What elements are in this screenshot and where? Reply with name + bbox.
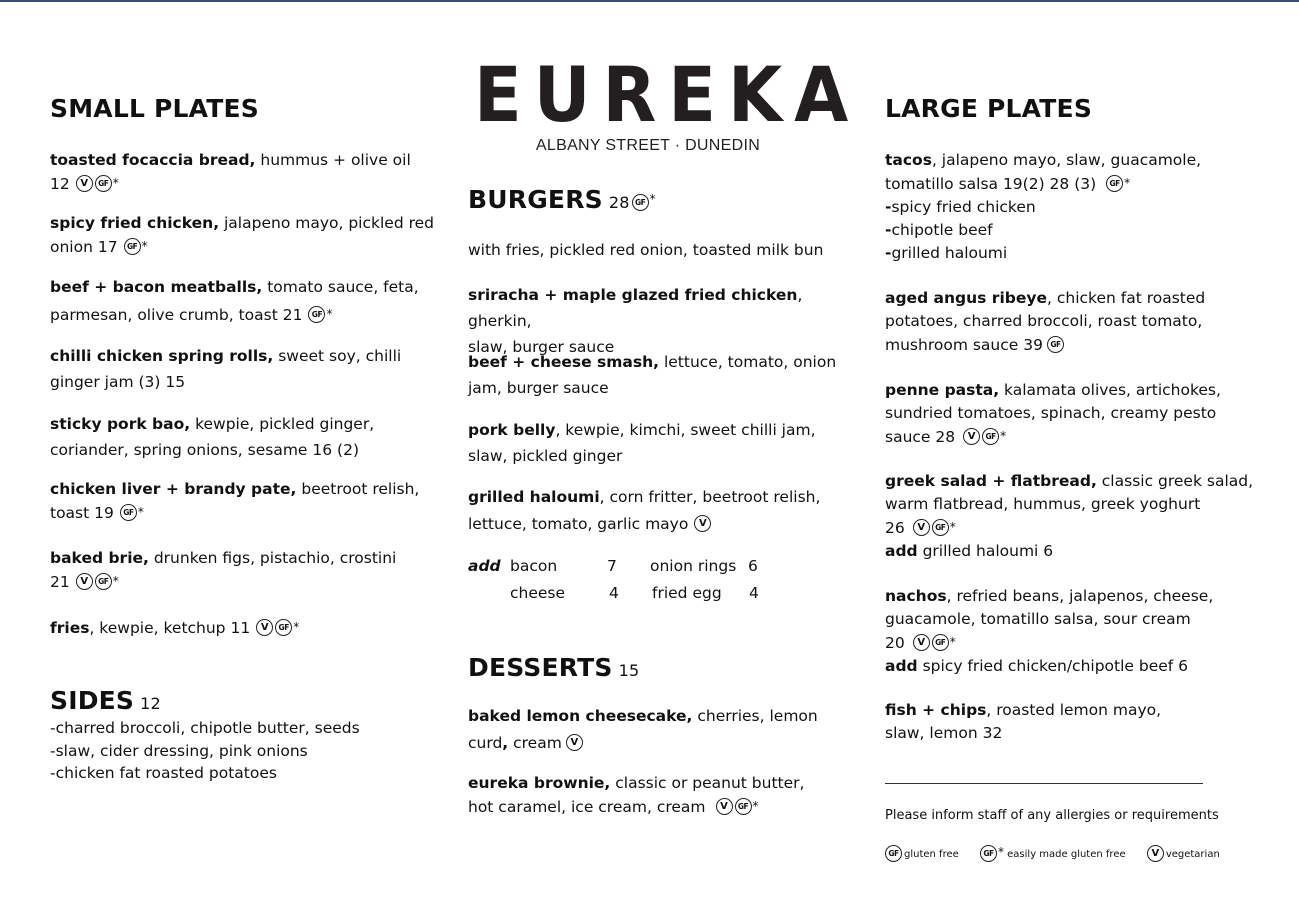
gluten-free-icon: GF — [932, 634, 949, 651]
side-item: -charred broccoli, chipotle butter, seeds — [50, 719, 360, 737]
item-desc-line2: warm flatbread, hummus, greek yoghurt — [885, 495, 1201, 513]
item-desc-line2: toast 19 — [50, 504, 114, 522]
item-name: baked lemon cheesecake, — [468, 707, 693, 725]
asterisk-icon: * — [141, 239, 148, 253]
item-name: aged angus ribeye — [885, 289, 1047, 307]
item-price: 21 — [50, 573, 70, 591]
item-desc-line3: mushroom sauce 39 — [885, 336, 1043, 354]
vegetarian-icon: V — [913, 634, 930, 651]
item-desc-line2: ginger jam (3) 15 — [50, 373, 186, 391]
sides-price: 12 — [140, 694, 161, 713]
item-name: chilli chicken spring rolls, — [50, 347, 274, 365]
item-name: pork belly — [468, 421, 556, 439]
dietary-badges — [1106, 172, 1130, 195]
item-desc: beetroot relish, — [296, 480, 420, 498]
asterisk-icon: * — [649, 192, 656, 206]
burgers-price — [609, 193, 656, 212]
item-desc: sweet soy, chilli — [273, 347, 402, 365]
dietary-badges — [76, 172, 119, 195]
dietary-badges — [566, 729, 585, 755]
side-item: -chicken fat roasted potatoes — [50, 764, 277, 782]
small-plate-item — [50, 478, 440, 525]
gluten-free-icon: GF — [120, 504, 137, 521]
gluten-free-icon: GF — [932, 519, 949, 536]
taco-option: -grilled haloumi — [885, 244, 1008, 262]
legend-vegetarian-text: vegetarian — [1165, 848, 1220, 860]
desserts-heading-text: DESSERTS — [468, 653, 613, 682]
item-desc: lettuce, tomato, onion — [659, 353, 837, 371]
burgers-intro — [468, 239, 848, 262]
addon-name: onion rings — [650, 557, 737, 575]
gluten-free-icon: GF — [735, 798, 752, 815]
dessert-item — [468, 703, 848, 756]
taco-option-text: chipotle beef — [891, 221, 993, 239]
item-name: eureka brownie, — [468, 774, 611, 792]
gluten-free-icon: GF — [980, 845, 997, 862]
item-desc-line2: sundried tomatoes, spinach, creamy pesto — [885, 404, 1217, 422]
addons-label: add — [468, 557, 501, 575]
vegetarian-icon: V — [76, 175, 93, 192]
dietary-badges — [716, 795, 759, 818]
item-name: fries — [50, 619, 90, 637]
gluten-free-icon: GF — [275, 619, 292, 636]
burger-item — [468, 484, 848, 537]
asterisk-icon: * — [293, 620, 300, 634]
item-desc-line2: slaw, lemon 32 — [885, 724, 1003, 742]
small-plate-item — [50, 343, 440, 395]
small-plate-item — [50, 616, 440, 640]
desserts-heading — [468, 653, 848, 682]
item-name: toasted focaccia bread, — [50, 151, 256, 169]
item-name: penne pasta, — [885, 381, 1000, 399]
asterisk-icon: * — [949, 635, 956, 649]
item-name: tacos — [885, 151, 932, 169]
item-name: chicken liver + brandy pate, — [50, 480, 297, 498]
legend-gluten-free — [885, 849, 959, 860]
desserts-section — [468, 653, 848, 682]
item-desc: , kewpie, ketchup 11 — [89, 619, 251, 637]
item-name: beef + bacon meatballs, — [50, 278, 263, 296]
eureka-logo — [474, 50, 861, 139]
asterisk-icon: * — [112, 574, 119, 588]
item-desc-line2: coriander, spring onions, sesame 16 (2) — [50, 441, 359, 459]
burgers-section — [468, 185, 848, 214]
gluten-free-icon: GF — [885, 845, 902, 862]
large-plates-section — [885, 94, 1265, 123]
dietary-badges — [76, 570, 119, 593]
taco-option: -chipotle beef — [885, 221, 993, 239]
dietary-badges — [256, 616, 299, 639]
item-desc-line2: jam, burger sauce — [468, 379, 609, 397]
item-desc: , gherkin, — [468, 286, 803, 330]
taco-option: -spicy fried chicken — [885, 198, 1036, 216]
large-plate-item — [885, 287, 1275, 357]
addon-price: 4 — [609, 584, 619, 602]
asterisk-icon: * — [997, 845, 1004, 859]
taco-option-text: spicy fried chicken — [891, 198, 1036, 216]
item-desc-line2: guacamole, tomatillo salsa, sour cream — [885, 610, 1191, 628]
item-desc-line2: tomatillo salsa 19(2) 28 (3) — [885, 175, 1097, 193]
allergy-note: Please inform staff of any allergies or requirements — [885, 808, 1219, 823]
vegetarian-icon: V — [256, 619, 273, 636]
small-plates-heading: SMALL PLATES — [50, 94, 259, 123]
addon-name: bacon — [510, 557, 558, 575]
addon-price: 4 — [749, 584, 759, 602]
sides-heading-text: SIDES — [50, 686, 135, 715]
gluten-free-icon: GF — [1106, 175, 1123, 192]
sides-section — [50, 686, 440, 785]
footer-divider — [885, 783, 1203, 784]
item-desc-line2: slaw, pickled ginger — [468, 447, 623, 465]
gluten-free-icon: GF — [632, 194, 649, 211]
item-name: sticky pork bao, — [50, 415, 191, 433]
vegetarian-icon: V — [963, 428, 980, 445]
item-name: grilled haloumi — [468, 488, 600, 506]
side-item: -slaw, cider dressing, pink onions — [50, 741, 308, 760]
item-desc: , corn fritter, beetroot relish, — [599, 488, 821, 506]
asterisk-icon: * — [752, 799, 759, 813]
dietary-badges — [913, 516, 956, 539]
brand-name: EUREKA — [474, 50, 861, 139]
item-name: greek salad + flatbread, — [885, 472, 1097, 490]
vegetarian-icon: V — [716, 798, 733, 815]
asterisk-icon: * — [137, 505, 144, 519]
vegetarian-icon: V — [76, 573, 93, 590]
vegetarian-icon: V — [913, 519, 930, 536]
item-desc: , kewpie, kimchi, sweet chilli jam, — [555, 421, 816, 439]
addon-name: cheese — [510, 584, 566, 602]
item-desc: cherries, lemon — [692, 707, 818, 725]
gluten-free-icon: GF — [95, 573, 112, 590]
asterisk-icon: * — [949, 520, 956, 534]
add-text: spicy fried chicken/chipotle beef 6 — [917, 657, 1189, 675]
vegetarian-icon: V — [694, 515, 711, 532]
addon-price: 7 — [607, 557, 617, 575]
item-desc: classic or peanut butter, — [610, 774, 805, 792]
large-plate-item — [885, 379, 1275, 449]
top-border-line — [0, 0, 1299, 2]
item-price: 26 — [885, 519, 905, 537]
vegetarian-icon: V — [1147, 845, 1164, 862]
add-label: add — [885, 657, 918, 675]
brand-tagline: ALBANY STREET · DUNEDIN — [535, 137, 761, 154]
small-plate-item — [50, 411, 440, 463]
sides-heading — [50, 686, 440, 715]
large-plate-item — [885, 585, 1275, 678]
item-price: 12 — [50, 175, 70, 193]
add-label: add — [885, 542, 918, 560]
desserts-price: 15 — [618, 661, 640, 680]
item-desc: , chicken fat roasted — [1047, 289, 1206, 307]
add-text: grilled haloumi 6 — [917, 542, 1054, 560]
item-desc: , roasted lemon mayo, — [986, 701, 1162, 719]
vegetarian-icon: V — [566, 734, 583, 751]
item-name: sriracha + maple glazed fried chicken — [468, 286, 798, 304]
addon-name: fried egg — [652, 584, 722, 602]
item-desc-line2: lettuce, tomato, garlic mayo — [468, 515, 689, 533]
item-name: spicy fried chicken, — [50, 214, 220, 232]
asterisk-icon: * — [1124, 176, 1131, 190]
dietary-badges — [913, 631, 956, 654]
dietary-badges — [308, 301, 332, 328]
item-desc-line2-end: cream — [508, 734, 562, 752]
dietary-legend — [885, 845, 1220, 862]
legend-easily-gluten-free — [980, 845, 1126, 860]
large-plate-item — [885, 699, 1275, 745]
dietary-badges — [632, 192, 656, 211]
legend-vegetarian — [1147, 849, 1220, 860]
item-desc: kewpie, pickled ginger, — [190, 415, 375, 433]
burgers-intro-text: with fries, pickled red onion, toasted milk bun — [468, 241, 824, 259]
legend-gluten-free-text: gluten free — [904, 848, 959, 860]
small-plates-section — [50, 94, 440, 123]
burgers-price-value: 28 — [608, 193, 630, 212]
gluten-free-icon: GF — [1047, 336, 1064, 353]
asterisk-icon: * — [112, 176, 119, 190]
dietary-badges — [963, 425, 1006, 448]
small-plate-item — [50, 547, 440, 594]
dietary-badges — [1047, 333, 1066, 356]
large-plate-item — [885, 470, 1275, 563]
item-desc-line2: slaw, burger sauce — [468, 338, 615, 356]
small-plate-item — [50, 212, 440, 259]
small-plate-item — [50, 149, 440, 196]
item-name: fish + chips — [885, 701, 987, 719]
item-desc-line3: sauce 28 — [885, 428, 956, 446]
item-desc: , jalapeno mayo, slaw, guacamole, — [931, 151, 1202, 169]
item-name: beef + cheese smash, — [468, 353, 660, 371]
addon-price: 6 — [748, 557, 758, 575]
gluten-free-icon: GF — [124, 238, 141, 255]
item-desc: hummus + olive oil — [255, 151, 411, 169]
gluten-free-icon: GF — [95, 175, 112, 192]
dietary-badges — [694, 510, 713, 536]
asterisk-icon: * — [326, 307, 333, 321]
item-desc-line2: curd — [468, 734, 503, 752]
taco-option-text: grilled haloumi — [891, 244, 1008, 262]
item-price: 20 — [885, 634, 905, 652]
burgers-heading — [468, 185, 848, 214]
asterisk-icon: * — [1000, 429, 1007, 443]
gluten-free-icon: GF — [308, 306, 325, 323]
burgers-heading-text: BURGERS — [468, 185, 603, 214]
small-plate-item — [50, 274, 440, 329]
item-desc-line2: potatoes, charred broccoli, roast tomato, — [885, 312, 1203, 330]
dietary-badges — [124, 235, 148, 258]
burger-item — [468, 417, 848, 469]
item-desc: jalapeno mayo, pickled red — [219, 214, 434, 232]
legend-easily-gluten-free-text: easily made gluten free — [1007, 848, 1126, 860]
item-name: baked brie, — [50, 549, 149, 567]
burger-item — [468, 349, 848, 401]
item-desc: classic greek salad, — [1096, 472, 1254, 490]
dessert-item — [468, 772, 848, 819]
large-plate-item — [885, 149, 1275, 265]
dietary-badges — [120, 501, 144, 524]
item-desc: tomato sauce, feta, — [262, 278, 419, 296]
gluten-free-icon: GF — [982, 428, 999, 445]
item-desc-line2: hot caramel, ice cream, cream — [468, 798, 706, 816]
item-desc: kalamata olives, artichokes, — [999, 381, 1221, 399]
item-desc: drunken figs, pistachio, crostini — [148, 549, 397, 567]
item-desc-line2: parmesan, olive crumb, toast 21 — [50, 306, 303, 324]
item-name: nachos — [885, 587, 947, 605]
large-plates-heading: LARGE PLATES — [885, 94, 1093, 123]
item-desc-comma: , — [502, 734, 509, 752]
item-desc-line2: onion 17 — [50, 238, 118, 256]
item-desc: , refried beans, jalapenos, cheese, — [946, 587, 1214, 605]
